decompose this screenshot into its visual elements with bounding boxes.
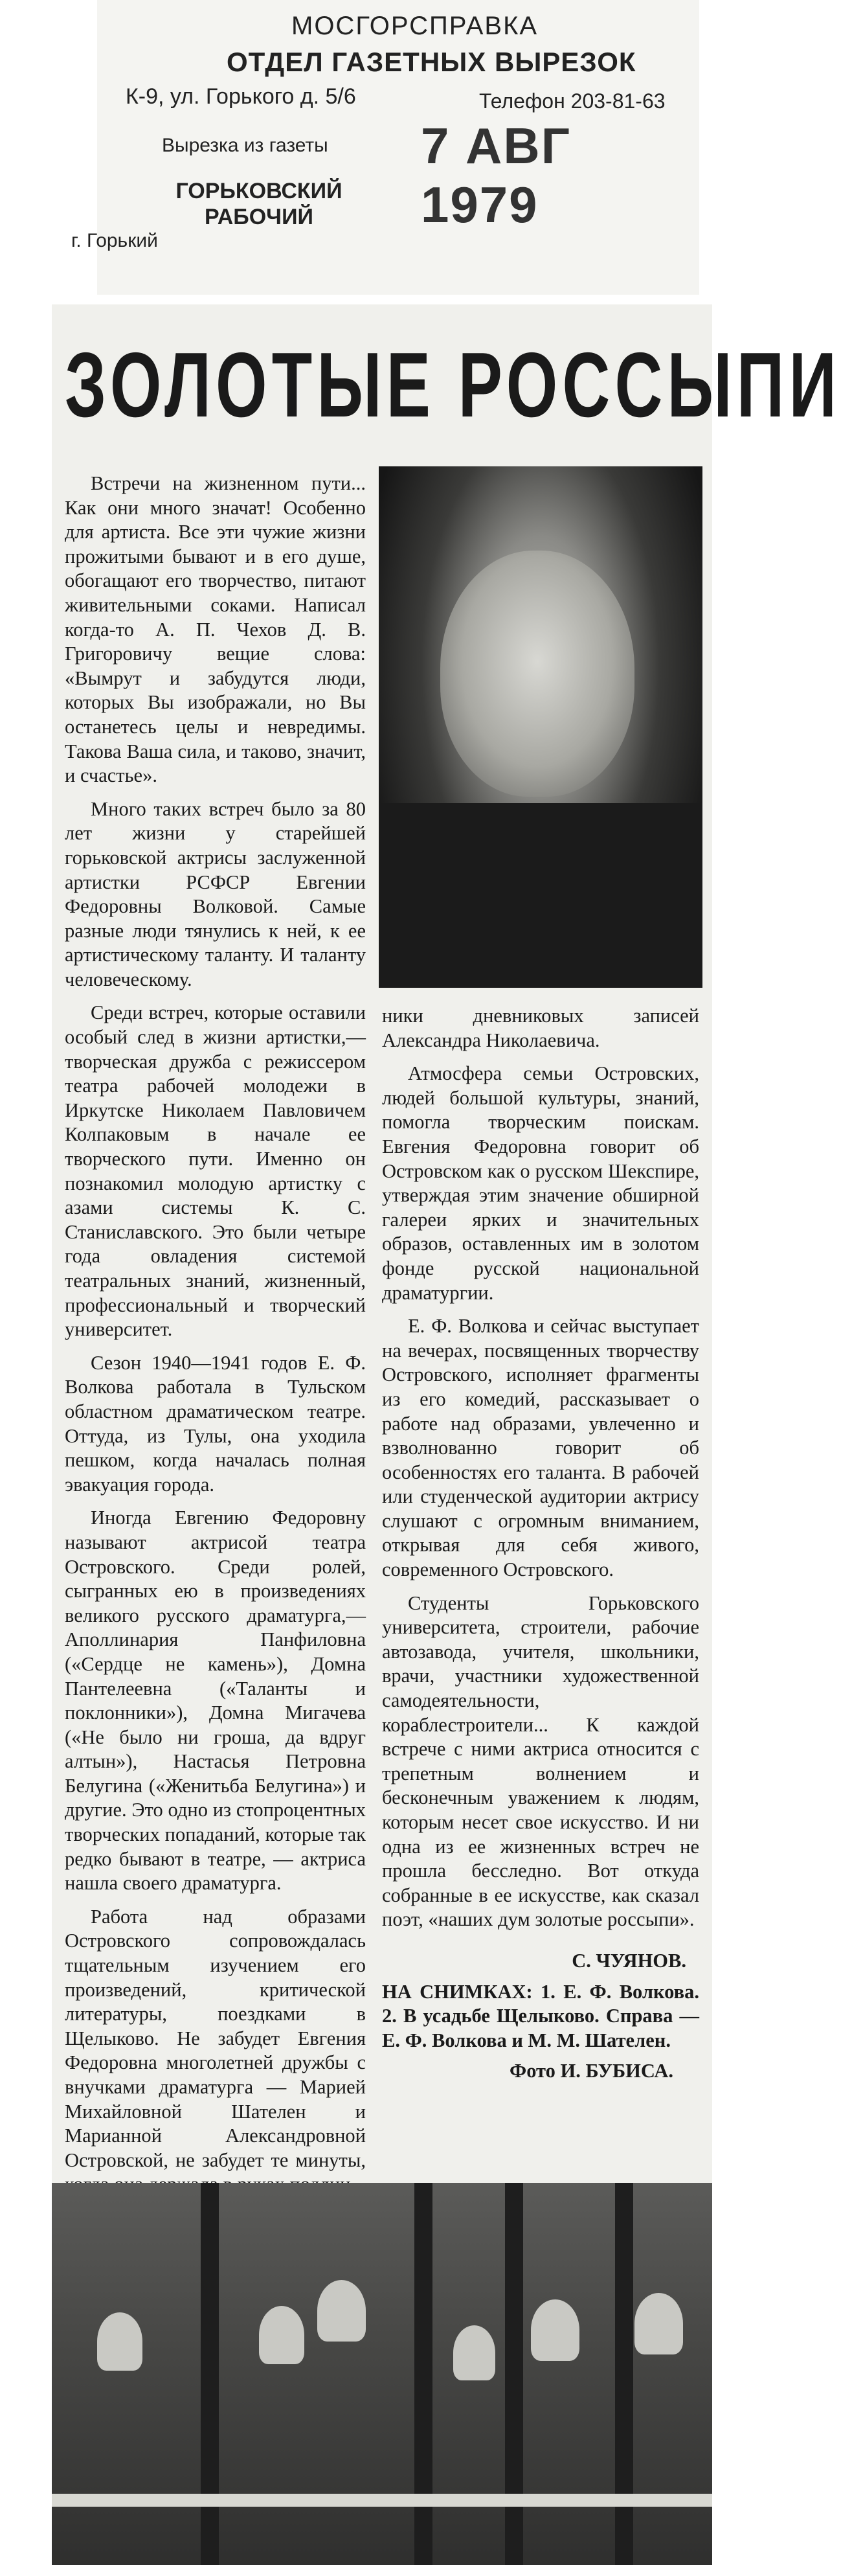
stamp-clip-from: Вырезка из газеты xyxy=(162,135,328,156)
paragraph: Атмосфера семьи Островских, людей большой культуры, знаний, помогла творческим поискам. Евгения Федоровна говорит об Островском как о русском Шекспире, утверждая этим значение обширной галереи ярких и значительных образов, оставленных им в золотом фонде русской национальной драматургии. xyxy=(382,1062,699,1304)
estate-group-photo xyxy=(52,2183,712,2565)
person-figure xyxy=(259,2306,304,2364)
portrait-face xyxy=(440,551,634,797)
person-figure xyxy=(453,2325,495,2380)
stamp-department: ОТДЕЛ ГАЗЕТНЫХ ВЫРЕЗОК xyxy=(227,47,636,77)
right-column xyxy=(382,1004,699,2084)
stamp-newspaper: ГОРЬКОВСКИЙ РАБОЧИЙ xyxy=(175,179,342,229)
photo-pillar xyxy=(201,2183,219,2565)
person-figure xyxy=(97,2312,142,2371)
paragraph: Е. Ф. Волкова и сейчас выступает на вечерах, посвященных творчеству Островского, исполняет фрагменты из его комедий, рассказывает о работе над образами, увлеченно и взволнованно говорит об особенностях его таланта. В рабочей или студенческой аудитории актрису слушают с огромным вниманием, открывая для себя живого, современного Островского. xyxy=(382,1315,699,1581)
paragraph: Сезон 1940—1941 годов Е. Ф. Волкова работала в Тульском областном драматическом театре. Оттуда, из Тулы, она уходила пешком, когда началась полная эвакуация города. xyxy=(65,1351,366,1496)
paragraph: Работа над образами Островского сопровождалась тщательным изучением его произведений, критической литературы, поездками в Щелыково. Не забудет Евгения Федоровна многолетней дружбы с внучками драматурга — Марией Михайловной Шателен и Марианной Александровной Островской, не забудет те минуты, xyxy=(65,1905,366,2171)
person-figure xyxy=(531,2299,579,2361)
left-column xyxy=(65,472,366,2197)
paragraph: Студенты Горьковского университета, строители, рабочие автозавода, учителя, школьники, врачи, участники художественной самодеятельности, кораблестроители... К каждой встрече с ними актриса относится с трепетным волнением и бесконечным уважением к людям, которым несет свое искусство. И ни одна из ее жизненных встреч не прошла бесследно. Вот откуда собранные в ее искусстве, как сказал поэт, «наших дум золотые россыпи». xyxy=(382,1591,699,1931)
person-figure xyxy=(634,2293,683,2354)
paragraph: Иногда Евгению Федоровну называют актрисой театра Островского. Среди ролей, сыгранных ею в произведениях великого русского драматурга,—Аполлинария Панфиловна («Сердце не камень»), Домна Пантелеевна («Таланты и поклонники»), Домна Мигачева («Не было ни гроша, да вдруг алтын»), Настасья Петровна Белугина («Женитьба Белугина») и другие. Это одно из стопроцентных творческих попаданий, которые так редко бывают в театре, — актриса нашла своего драматурга. xyxy=(65,1507,366,1895)
clipping-stamp-area xyxy=(71,0,699,295)
photo-captions: НА СНИМКАХ: 1. Е. Ф. Волкова. 2. В усадьбе Щелыково. Справа — Е. Ф. Волкова и М. М. Шателен. xyxy=(382,1980,699,2051)
photo-credit: Фото И. БУБИСА. xyxy=(510,2060,673,2082)
newspaper-article xyxy=(52,304,841,2565)
paragraph: Встречи на жизненном пути... Как они много значат! Особенно для артиста. Все эти чужие жизни прожитыми бывают и в его душе, обогащают его творчество, питают живительными соками. Написал когда-то А. П. Чехов Д. В. Григоровичу вещие слова: «Вымрут и забудутся люди, которых Вы изображали, но Вы останетесь целы и невредимы. Такова Ваша сила, и таково, значит, и счастье». xyxy=(65,472,366,787)
article-headline: ЗОЛОТЫЕ РОССЫПИ xyxy=(65,334,841,437)
paragraph: ники дневниковых записей Александра Николаевича. xyxy=(382,1005,699,1051)
stamp-phone: Телефон 203-81-63 xyxy=(479,89,666,113)
photo-pillar xyxy=(615,2183,633,2565)
photo-pillar xyxy=(414,2183,432,2565)
paragraph: Много таких встреч было за 80 лет жизни у старейшей горьковской актрисы заслуженной артистки РСФСР Евгении Федоровны Волковой. Самые разные люди тянулись к ней, к ее артистическому таланту. И таланту человеческому. xyxy=(65,797,366,990)
stamp-city: г. Горький xyxy=(71,230,158,251)
author-byline: С. ЧУЯНОВ. xyxy=(572,1949,686,1972)
photo-railing xyxy=(52,2494,712,2507)
stamp-date: 7 АВГ 1979 xyxy=(421,117,571,233)
stamp-address: К-9, ул. Горького д. 5/6 xyxy=(126,84,356,109)
portrait-photo xyxy=(379,466,702,988)
stamp-organization: МОСГОРСПРАВКА xyxy=(291,12,539,40)
paragraph: Среди встреч, которые оставили особый след в жизни артистки,—творческая дружба с режиссером театра рабочей молодежи в Иркутске Николаем Павловичем Колпаковым в начале ее творческого пути. Именно он познакомил молодую артистку с азами системы К. С. Станиславского. Это были четыре года овладения системой театральных знаний, жизненный, профессиональный и творческий университет. xyxy=(65,1001,366,1341)
portrait-body xyxy=(379,803,702,988)
photo-pillar xyxy=(505,2183,523,2565)
person-figure xyxy=(317,2280,366,2342)
